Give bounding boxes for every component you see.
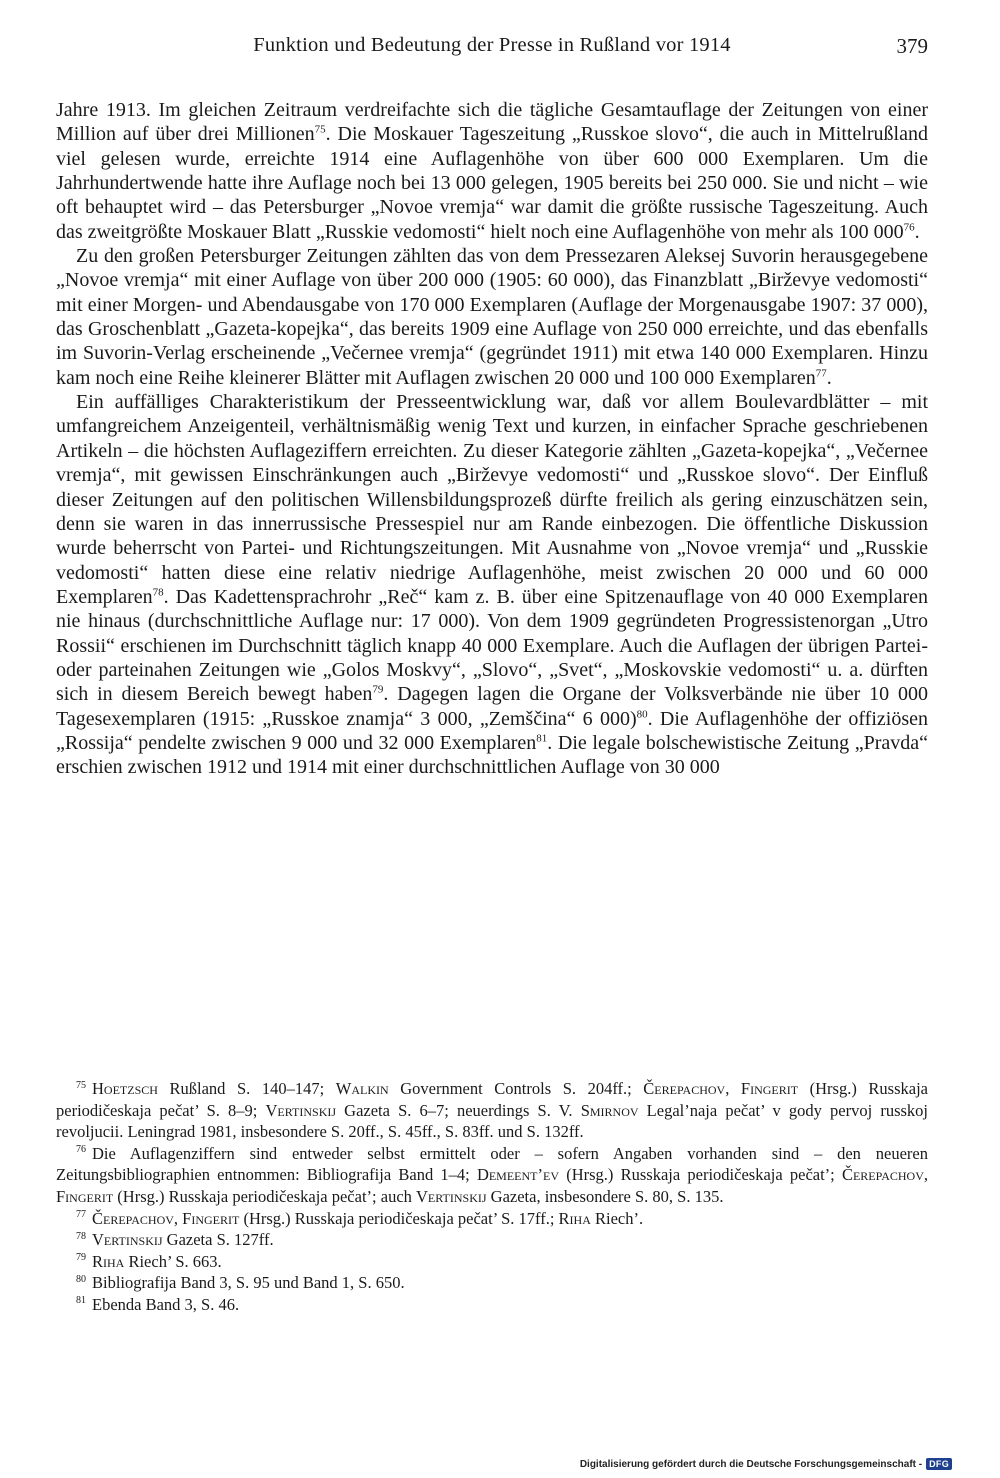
text-segment: Gazeta S. 127ff.: [162, 1230, 274, 1250]
author-name: Hoetzsch: [92, 1079, 158, 1098]
paragraph-2: [56, 244, 928, 390]
footnote-75: [56, 1078, 928, 1143]
footnote-ref[interactable]: 76: [903, 221, 915, 234]
author-name: Vertinskij: [92, 1230, 163, 1250]
footnote-number: 79: [76, 1252, 86, 1264]
text-segment: (Hrsg.) Russkaja periodičeskaja pečat’ S. 17ff.;: [239, 1208, 559, 1228]
text-segment: (Hrsg.) Russkaja periodičeskaja pečat’;: [559, 1165, 842, 1185]
text-segment: . Das Kadettensprachrohr „Reč“ kam z. B. über eine Spitzenauflage von 40 000 Exemplaren nie hinaus (durchschnittliche Auflage nur: 17 000). Von dem 1909 gegründeten Progressistenorgan „Utro Rossii“ erschienen im Durchschnitt täglich knapp 40 000 Exemplare. Auch die Auflagen der übrigen Partei- oder parteinahen Zeitungen wie „Golos Moskvy“, „Slovo“, „Svet“, „Moskovskie vedomosti“ u. a. dürften sich in diesem Bereich bewegt haben: [56, 585, 928, 706]
author-name: Vertinskij: [265, 1100, 337, 1120]
text-segment: Ebenda Band 3, S. 46.: [92, 1294, 240, 1314]
text-segment: . Die Auflagenhöhe der offiziösen „Rossija“ pendelte zwischen 9 000 und 32 000 Exemplaren: [56, 707, 928, 754]
footnote-number: 80: [76, 1273, 86, 1285]
text-segment: Zu den großen Petersburger Zeitungen zählten das von dem Pressezaren Aleksej Suvorin herausgegebene „Novoe vremja“ mit einer Auflage von über 200 000 (1905: 60 000), das Finanzblatt „Birževye vedomosti“ mit einer Morgen- und Abendausgabe von 170 000 Exemplaren (Auflage der Morgenausgabe 1907: 37 000), das Groschenblatt „Gazeta-kopejka“, das bereits 1909 eine Auflage von 250 000 erreichte, und das ebenfalls im Suvorin-Verlag erscheinende „Večernee vremja“ (gegründet 1911) mit etwa 140 000 Exemplaren. Hinzu kam noch eine Reihe kleinerer Blätter mit Auflagen zwischen 20 000 und 100 000 Exemplaren: [56, 245, 928, 389]
text-segment: Jahre 1913. Im gleichen Zeitraum verdreifachte sich die tägliche Gesamtauflage der Zeitungen von einer Million auf über drei Millionen: [56, 99, 928, 146]
footnote-number: 77: [76, 1209, 86, 1221]
text-segment: Gazeta S. 6–7; neuerdings S. V.: [336, 1100, 581, 1120]
footnote-number: 75: [76, 1079, 86, 1091]
author-name: Čerepachov, Fingerit: [643, 1079, 799, 1098]
author-name: Demeent’ev: [476, 1165, 560, 1185]
text-segment: (Hrsg.) Russkaja periodičeskaja pečat’; auch: [113, 1186, 417, 1206]
credit-text: Digitalisierung gefördert durch die Deutsche Forschungsgemeinschaft -: [579, 1458, 923, 1470]
footnote-77: [56, 1208, 928, 1230]
dfg-logo-icon: DFG: [926, 1458, 952, 1470]
footnote-78: [56, 1229, 928, 1251]
text-segment: Government Controls S. 204ff.;: [388, 1079, 644, 1098]
text-segment: Riech’ S. 663.: [124, 1251, 222, 1271]
text-segment: . Die Moskauer Tageszeitung „Russkoe slovo“, die auch in Mittelrußland viel gelesen wurde, erreichte 1914 eine Auflagenhöhe von über 600 000 Exemplaren. Um die Jahrhundertwende hatte ihre Auflage noch bei 13 000 gelegen, 1905 bereits bei 250 000. Sie und nicht – wie oft behauptet wird – das Petersburger „Novoe vremja“ war damit die größte russische Tageszeitung. Auch das zweitgrößte Moskauer Blatt „Russkie vedomosti“ hielt noch eine Auflagenhöhe von mehr als 100 000: [56, 123, 928, 243]
text-segment: Gazeta, insbesondere S. 80, S. 135.: [486, 1186, 724, 1206]
author-name: Smirnov: [580, 1100, 639, 1120]
author-name: Vertinskij: [416, 1186, 487, 1206]
page-number: 379: [896, 34, 928, 58]
author-name: Čerepachov, Fingerit: [56, 1165, 928, 1206]
text-segment: (Hrsg.) Russkaja periodičeskaja pečat’ S. 8–9;: [56, 1079, 928, 1120]
author-name: Riha: [558, 1208, 591, 1228]
text-segment: Rußland S. 140–147;: [157, 1079, 336, 1098]
author-name: Riha: [92, 1251, 125, 1271]
footnote-ref[interactable]: 78: [152, 586, 164, 599]
footnote-ref[interactable]: 75: [314, 123, 326, 136]
running-head: [56, 34, 928, 64]
footnote-ref[interactable]: 79: [372, 683, 384, 696]
text-segment: Die Auflagenziffern sind entweder selbst ermittelt oder – sofern Angaben vorhanden sind – den neueren Zeitungsbibliographien entnommen: Bibliografija Band 1–4;: [56, 1143, 928, 1185]
footnote-79: [56, 1251, 928, 1273]
running-title: Funktion und Bedeutung der Presse in Rußland vor 1914: [253, 34, 731, 56]
footnote-number: 78: [76, 1230, 86, 1242]
text-segment: .: [914, 220, 920, 243]
main-text: [56, 98, 928, 780]
text-segment: .: [826, 366, 832, 389]
text-segment: Legal’naja pečat’ v gody pervoj russkoj revoljucii. Leningrad 1981, insbesondere S. 20ff., S. 45ff., S. 83ff. und S. 132ff.: [56, 1100, 928, 1142]
footnote-ref[interactable]: 80: [636, 707, 648, 720]
paragraph-3: [56, 390, 928, 780]
footnote-76: [56, 1143, 928, 1208]
text-segment: Bibliografija Band 3, S. 95 und Band 1, S. 650.: [92, 1273, 405, 1293]
footnote-number: 76: [76, 1144, 86, 1156]
text-segment: . Die legale bolschewistische Zeitung „Pravda“ erschien zwischen 1912 und 1914 mit einer durchschnittlichen Auflage von 30 000: [56, 731, 928, 779]
paragraph-1: [56, 98, 928, 244]
footnote-81: [56, 1294, 928, 1316]
text-segment: . Dagegen lagen die Organe der Volksverbände nie über 10 000 Tagesexemplaren (1915: „Russkoe znamja“ 3 000, „Zemščina“ 6 000): [56, 683, 928, 730]
author-name: Walkin: [335, 1079, 389, 1098]
footnotes: [56, 1078, 928, 1316]
footnote-number: 81: [76, 1295, 86, 1307]
author-name: Čerepachov, Fingerit: [92, 1208, 240, 1228]
text-segment: Ein auffälliges Charakteristikum der Presseentwicklung war, daß vor allem Boulevardblätter – mit umfangreichem Anzeigenteil, verhältnismäßig wenig Text und kurzen, in einfacher Sprache geschriebenen Artikeln – die höchsten Auflageziffern erreichten. Zu dieser Kategorie zählten „Gazeta-kopejka“, „Večernee vremja“, mit gewissen Einschränkungen auch „Birževye vedomosti“ und „Russkoe slovo“. Der Einfluß dieser Zeitungen auf den politischen Willensbildungsprozeß dürfte freilich als gering einzuschätzen sein, denn sie waren in das innerrussische Pressespiel nur am Rande einbezogen. Die öffentliche Diskussion wurde beherrscht von Partei- und Richtungszeitungen. Mit Ausnahme von „Novoe vremja“ und „Russkie vedomosti“ hatten diese eine relativ niedrige Auflagenhöhe, meist zwischen 20 000 und 60 000 Exemplaren: [56, 391, 928, 608]
footnote-ref[interactable]: 77: [815, 367, 827, 380]
digitization-credit: [580, 1456, 952, 1472]
footnote-ref[interactable]: 81: [536, 732, 548, 745]
footnote-80: [56, 1272, 928, 1294]
text-segment: Riech’.: [590, 1208, 644, 1228]
